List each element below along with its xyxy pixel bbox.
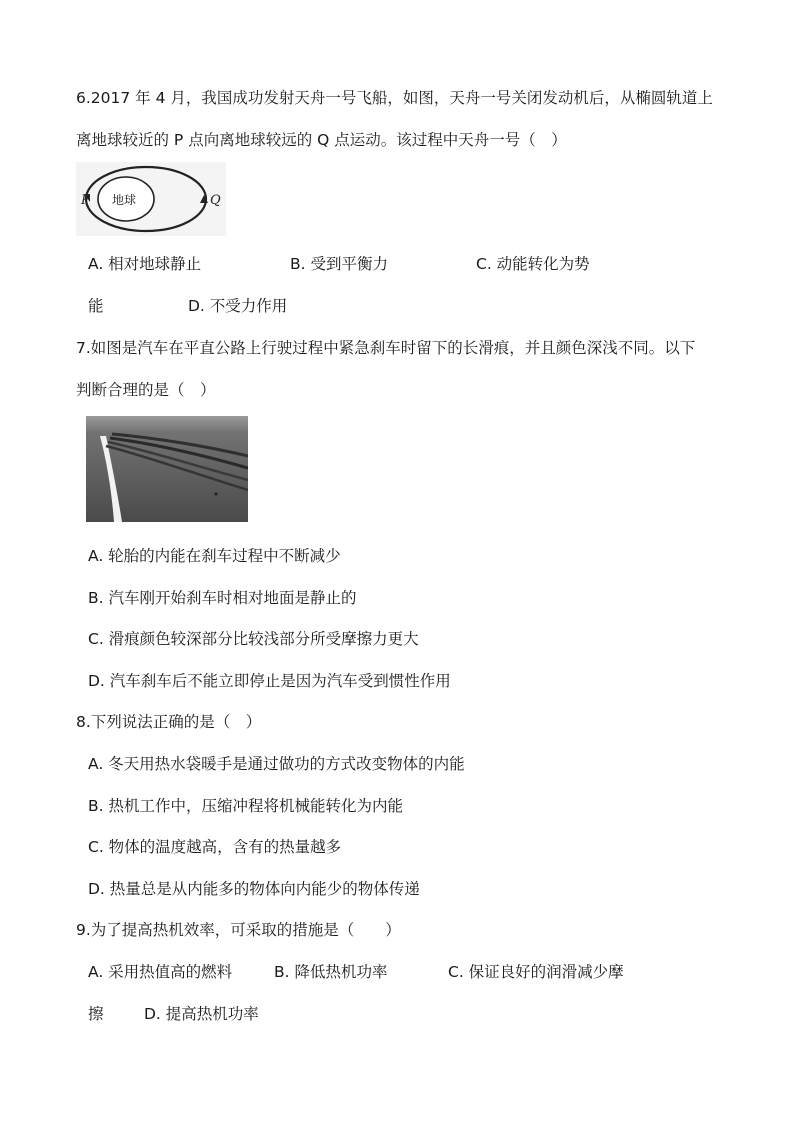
q9-option-c-cont: 擦 — [88, 1005, 104, 1023]
point-p-label: P — [81, 193, 90, 208]
q8-option-b: B. 热机工作中，压缩冲程将机械能转化为内能 — [88, 797, 403, 815]
point-q-label: Q — [210, 193, 221, 208]
q6-option-c-cont: 能 — [88, 297, 104, 315]
q9-stem: 9.为了提高热机效率，可采取的措施是（ ） — [76, 921, 401, 939]
q8-stem: 8.下列说法正确的是（ ） — [76, 713, 262, 731]
q7-stem-line2: 判断合理的是（ ） — [76, 381, 216, 399]
q8-option-d: D. 热量总是从内能多的物体向内能少的物体传递 — [88, 880, 420, 898]
q7-option-a: A. 轮胎的内能在刹车过程中不断减少 — [88, 547, 341, 565]
q7-option-b: B. 汽车刚开始刹车时相对地面是静止的 — [88, 589, 357, 607]
q8-option-a: A. 冬天用热水袋暖手是通过做功的方式改变物体的内能 — [88, 755, 465, 773]
q9-option-d: D. 提高热机功率 — [144, 1005, 259, 1023]
q7-stem-line1: 7.如图是汽车在平直公路上行驶过程中紧急刹车时留下的长滑痕，并且颜色深浅不同。以下 — [76, 339, 696, 357]
q6-option-d: D. 不受力作用 — [188, 297, 288, 315]
earth-label: 地球 — [112, 193, 137, 207]
q6-stem-line2: 离地球较近的 P 点向离地球较远的 Q 点运动。该过程中天舟一号（ ） — [76, 131, 567, 149]
q6-option-b: B. 受到平衡力 — [290, 255, 388, 273]
q8-option-c: C. 物体的温度越高，含有的热量越多 — [88, 838, 342, 856]
q9-option-c: C. 保证良好的润滑减少摩 — [448, 963, 624, 981]
q7-option-c: C. 滑痕颜色较深部分比较浅部分所受摩擦力更大 — [88, 630, 419, 648]
orbit-diagram — [76, 162, 226, 236]
q7-option-d: D. 汽车刹车后不能立即停止是因为汽车受到惯性作用 — [88, 672, 451, 690]
q6-stem-line1: 6.2017 年 4 月，我国成功发射天舟一号飞船，如图，天舟一号关闭发动机后，从椭圆轨道上 — [76, 89, 713, 107]
q6-option-c: C. 动能转化为势 — [476, 255, 590, 273]
skid-marks-photo — [86, 416, 248, 522]
q9-option-a: A. 采用热值高的燃料 — [88, 963, 233, 981]
q9-option-b: B. 降低热机功率 — [274, 963, 388, 981]
q6-option-a: A. 相对地球静止 — [88, 255, 202, 273]
